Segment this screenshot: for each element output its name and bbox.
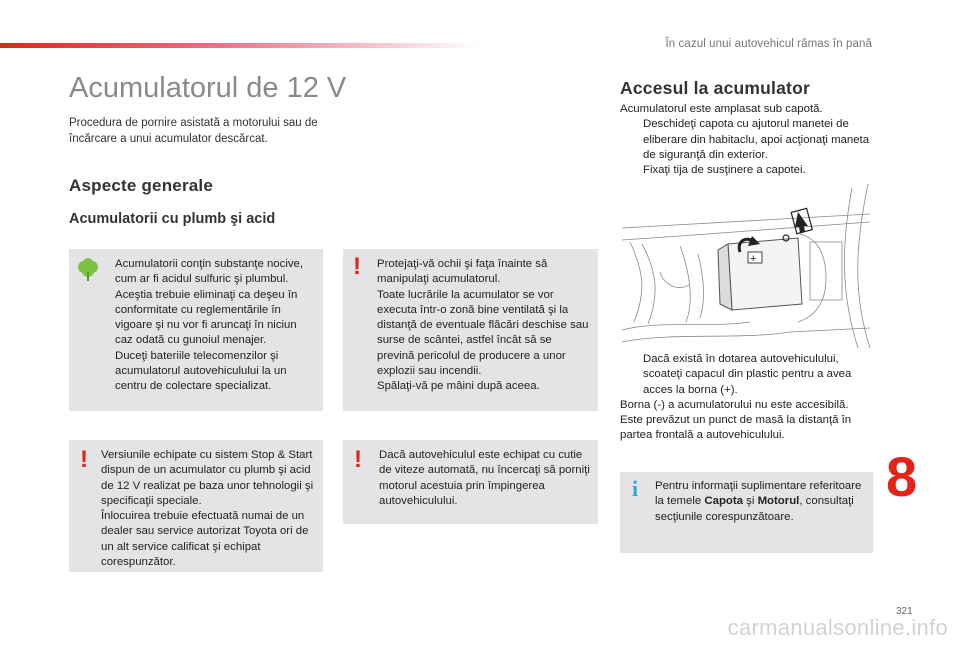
info-text-part: Pentru informaţii suplimentare referitoare la temele <box>655 480 862 508</box>
warning-line: Spălaţi-vă pe mâini după aceea. <box>377 380 540 393</box>
step-item <box>620 117 872 163</box>
info-note-box <box>620 472 873 553</box>
info-text <box>655 479 865 525</box>
warning-protect-box <box>343 249 598 411</box>
warning-stopstart-box <box>69 440 323 572</box>
warning-icon: ! <box>80 446 88 473</box>
info-icon: i <box>632 476 639 501</box>
chapter-title: În cazul unui autovehicul rămas în pană <box>665 38 872 50</box>
eco-note-box <box>69 249 323 411</box>
eco-line: Aceştia trebuie eliminaţi ca deşeu în conformitate cu reglementările în vigoare şi nu vor fi aruncaţi în niciun caz odată cu gunoiul menajer. <box>115 288 298 347</box>
step-item <box>620 163 872 178</box>
sub-heading: Acumulatorii cu plumb şi acid <box>69 211 276 227</box>
warning-line: Versiunile echipate cu sistem Stop & Start dispun de un acumulator cu plumb şi acid de 12 V realizat pe baza unor tehnologii şi specificaţii speciale. <box>101 449 314 507</box>
leaf-icon <box>76 258 100 287</box>
warning-icon: ! <box>353 253 361 280</box>
access-instructions-2 <box>620 352 872 444</box>
step-item <box>620 352 872 398</box>
eco-line: Duceţi bateriile telecomenzilor şi acumulatorul autovehiculului la un centru de colectare specializat. <box>115 349 287 393</box>
warning-line: Protejaţi-vă ochii şi faţa înainte să manipulaţi acumulatorul. <box>377 258 548 286</box>
access-instructions <box>620 102 872 178</box>
eco-line: Acumulatorii conţin substanţe nocive, cum ar fi acidul sulfuric şi plumbul. <box>115 258 304 286</box>
ground-point-text: Borna (-) a acumulatorului nu este accesibilă. Este prevăzut un punct de masă la distanţă în partea frontală a autovehiculului. <box>620 398 852 442</box>
header-accent-bar <box>0 43 480 48</box>
info-bold-motorul: Motorul <box>757 495 800 508</box>
warning-icon: ! <box>354 446 362 473</box>
step-text: Fixaţi tija de susţinere a capotei. <box>643 164 806 177</box>
page-number: 321 <box>896 606 913 617</box>
engine-bay-illustration <box>620 182 874 350</box>
warning-line: Înlocuirea trebuie efectuată numai de un dealer sau service autorizat Toyota ori de un alt service calificat şi echipat corespunzător. <box>101 510 309 569</box>
step-text: Dacă există în dotarea autovehiculului, scoateţi capacul din plastic pentru a avea acces la borna (+). <box>643 353 852 396</box>
access-heading: Accesul la acumulator <box>620 78 810 98</box>
warning-line: Toate lucrările la acumulator se vor executa într-o zonă bine ventilată şi la distanţă de eventuale flăcări deschise sau surse de scântei, astfel încât să se prevină pericolul de producere a unor explozii sau incendii. <box>377 288 589 378</box>
section-heading: Aspecte generale <box>69 176 213 195</box>
intro-text: Procedura de pornire asistată a motorului sau de încărcare a unui acumulator descărcat. <box>69 117 318 145</box>
info-text-part: , consultaţi secţiunile corespunzătoare. <box>655 495 854 523</box>
info-bold-capota: Capota <box>704 495 743 508</box>
watermark: carmanualsonline.info <box>727 615 948 640</box>
chapter-number: 8 <box>886 445 918 508</box>
warning-text: Dacă autovehiculul este echipat cu cutie de viteze automată, nu încercaţi să porniţi motorul acestuia prin împingerea autovehiculului. <box>379 449 590 507</box>
battery-plus-label: + <box>750 253 757 265</box>
page-title: Acumulatorul de 12 V <box>69 72 347 104</box>
warning-automatic-box <box>343 440 598 524</box>
access-intro: Acumulatorul este amplasat sub capotă. <box>620 103 823 115</box>
step-text: Deschideţi capota cu ajutorul manetei de eliberare din habitaclu, apoi acţionaţi maneta de siguranţă din exterior. <box>643 118 870 161</box>
info-text-part: şi <box>743 495 758 508</box>
